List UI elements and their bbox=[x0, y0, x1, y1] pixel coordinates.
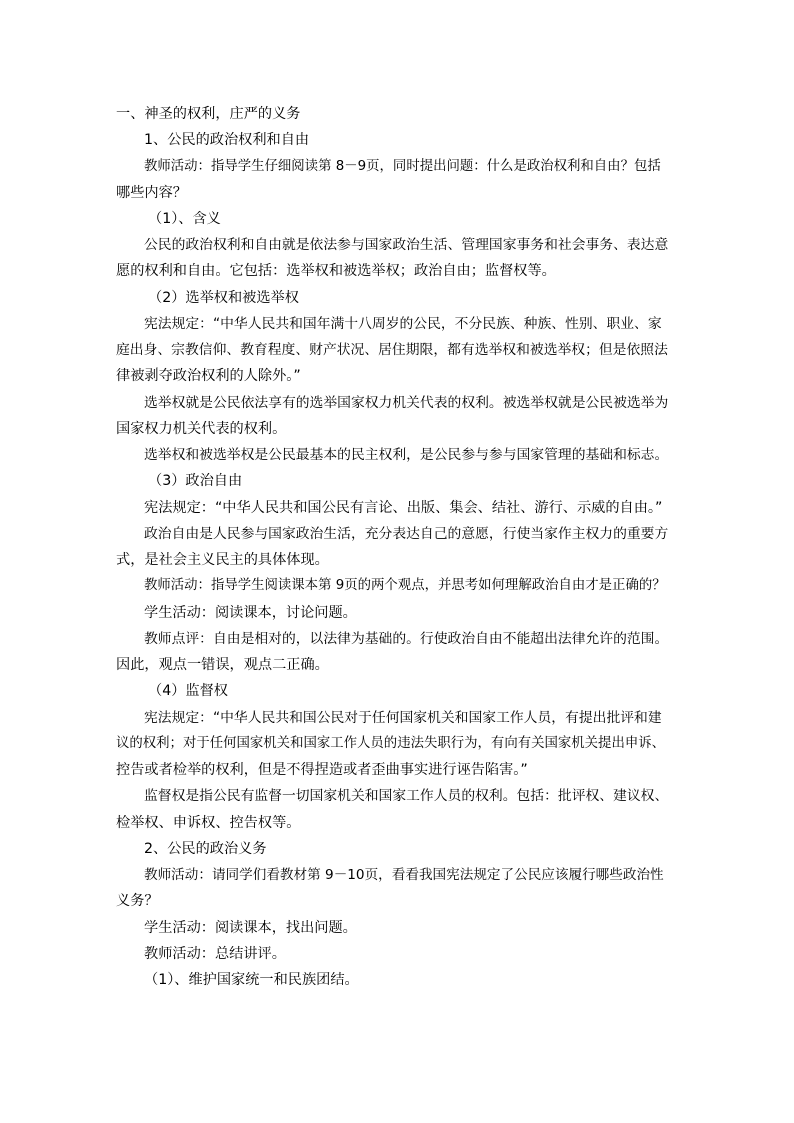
paragraph-teacher-comment: 教师点评：自由是相对的，以法律为基础的。行使政治自由不能超出法律允许的范围。 bbox=[144, 631, 669, 647]
paragraph-constitution-supervision-end: 控告或者检举的权利，但是不得捏造或者歪曲事实进行诬告陷害。” bbox=[116, 762, 528, 778]
paragraph-teacher-activity-1: 教师活动：指导学生仔细阅读第 8－9页，同时提出问题：什么是政治权利和自由？包括 bbox=[144, 159, 661, 174]
paragraph-supervision-definition: 监督权是指公民有监督一切国家机关和国家工作人员的权利。包括：批评权、建议权、 bbox=[144, 788, 669, 804]
paragraph-constitution-voting: 宪法规定：“中华人民共和国年满十八周岁的公民，不分民族、种族、性别、职业、家 bbox=[144, 316, 662, 332]
paragraph-voting-definition-cont: 国家权力机关代表的权利。 bbox=[116, 421, 287, 437]
paragraph-constitution-supervision: 宪法规定：“中华人民共和国公民对于任何国家机关和国家工作人员，有提出批评和建 bbox=[144, 710, 662, 726]
paragraph-student-activity-1: 学生活动：阅读课本，讨论问题。 bbox=[144, 605, 357, 621]
subheading-voting-rights: （2）选举权和被选举权 bbox=[148, 290, 299, 306]
heading-political-duties: 2、公民的政治义务 bbox=[144, 841, 267, 857]
paragraph-freedom-definition: 政治自由是人民参与国家政治生活，充分表达自己的意愿，行使当家作主权力的重要方 bbox=[144, 526, 669, 542]
subheading-meaning: （1）、含义 bbox=[148, 211, 221, 227]
paragraph-teacher-summary: 教师活动：总结讲评。 bbox=[144, 946, 286, 962]
paragraph-duty-unity: （1）、维护国家统一和民族团结。 bbox=[144, 972, 359, 988]
paragraph-voting-basic-right: 选举权和被选举权是公民最基本的民主权利，是公民参与参与国家管理的基础和标志。 bbox=[144, 447, 669, 463]
paragraph-constitution-freedom: 宪法规定：“中华人民共和国公民有言论、出版、集会、结社、游行、示威的自由。” bbox=[144, 500, 663, 516]
paragraph-freedom-definition-cont: 式，是社会主义民主的具体体现。 bbox=[116, 552, 329, 568]
paragraph-teacher-comment-cont: 因此，观点一错误，观点二正确。 bbox=[116, 657, 329, 673]
heading-political-rights: 1、公民的政治权利和自由 bbox=[144, 132, 310, 148]
paragraph-constitution-voting-cont: 庭出身、宗教信仰、教育程度、财产状况、居住期限，都有选举权和被选举权；但是依照法 bbox=[116, 342, 668, 358]
subheading-supervision-right: （4）监督权 bbox=[148, 683, 228, 699]
paragraph-teacher-activity-3: 教师活动：请同学们看教材第 9－10页，看看我国宪法规定了公民应该履行哪些政治性 bbox=[144, 867, 664, 883]
paragraph-supervision-definition-cont: 检举权、申诉权、控告权等。 bbox=[116, 815, 301, 831]
heading-section-1: 一、神圣的权利，庄严的义务 bbox=[116, 106, 301, 122]
paragraph-voting-definition: 选举权就是公民依法享有的选举国家权力机关代表的权利。被选举权就是公民被选举为 bbox=[144, 395, 669, 411]
paragraph-constitution-voting-end: 律被剥夺政治权利的人除外。” bbox=[116, 368, 301, 384]
paragraph-teacher-activity-3-cont: 义务？ bbox=[116, 893, 159, 909]
subheading-political-freedom: （3）政治自由 bbox=[148, 473, 243, 489]
paragraph-constitution-supervision-cont: 议的权利；对于任何国家机关和国家工作人员的违法失职行为，有向有关国家机关提出申诉、 bbox=[116, 736, 666, 751]
paragraph-meaning: 公民的政治权利和自由就是依法参与国家政治生活、管理国家事务和社会事务、表达意 bbox=[144, 237, 669, 253]
paragraph-meaning-cont: 愿的权利和自由。它包括：选举权和被选举权；政治自由；监督权等。 bbox=[116, 263, 556, 279]
paragraph-student-activity-2: 学生活动：阅读课本，找出问题。 bbox=[144, 920, 357, 936]
paragraph-teacher-activity-2: 教师活动：指导学生阅读课本第 9页的两个观点，并思考如何理解政治自由才是正确的？ bbox=[144, 578, 666, 593]
paragraph-teacher-activity-1-cont: 哪些内容？ bbox=[116, 185, 187, 201]
